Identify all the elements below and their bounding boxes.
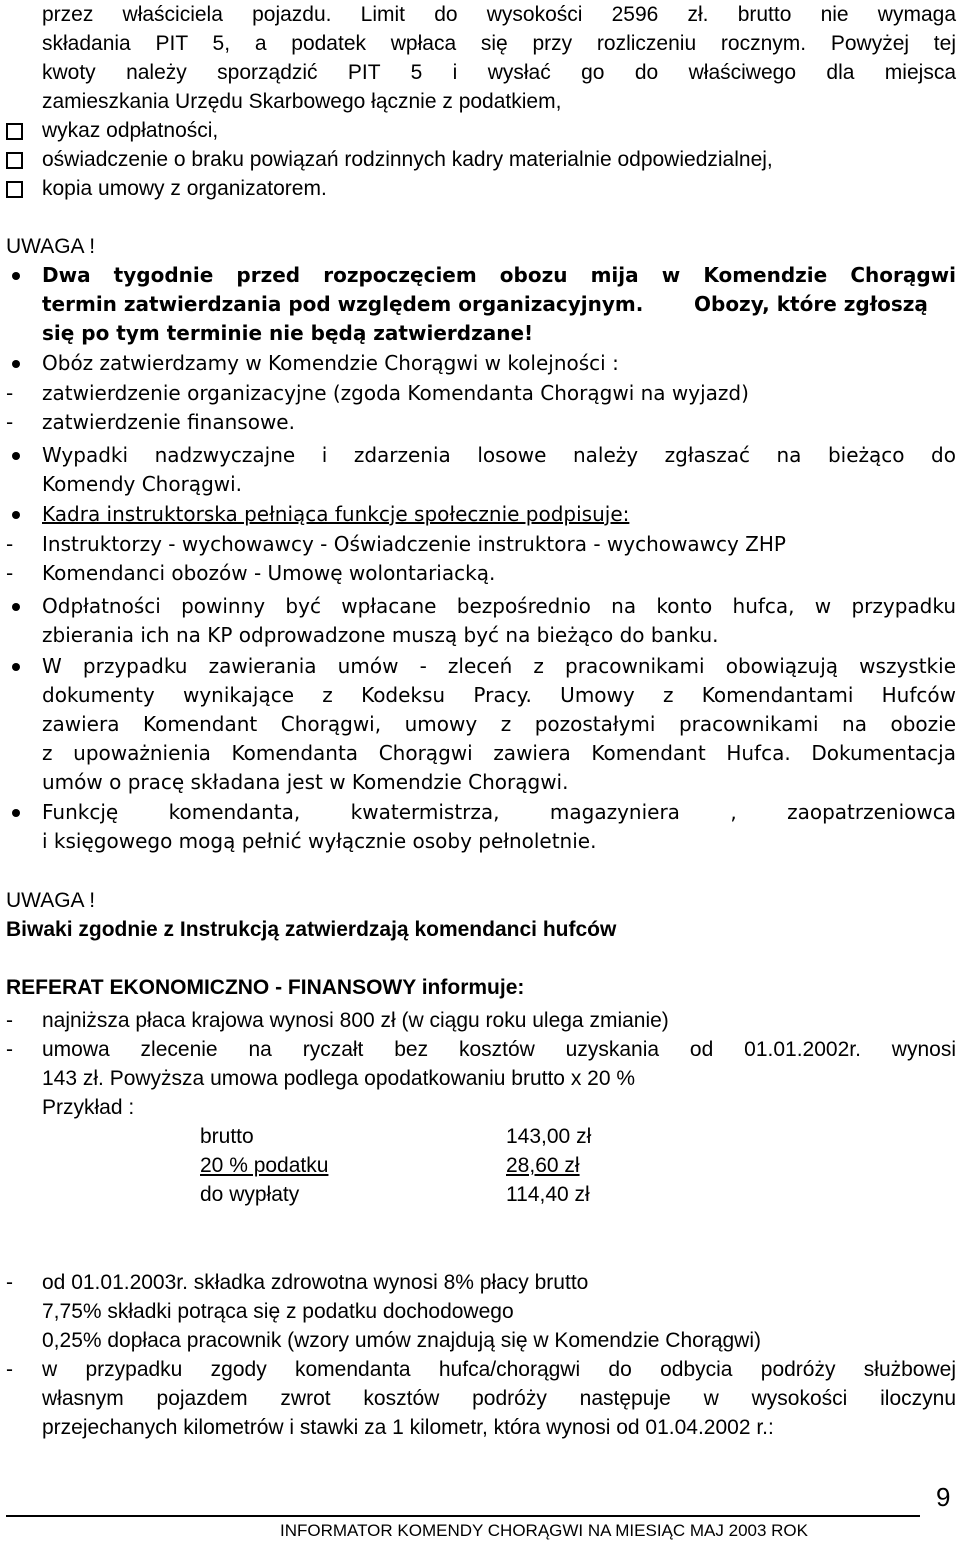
referat-dash-1: najniższa płaca krajowa wynosi 800 zł (w ciągu roku ulega zmianie)	[42, 1009, 669, 1032]
checklist-item: oświadczenie o braku powiązań rodzinnych kadry materialnie odpowiedzialnej,	[42, 148, 773, 171]
bullet-icon	[12, 663, 20, 671]
referat-heading: REFERAT EKONOMICZNO - FINANSOWY informuje:	[6, 976, 525, 999]
bullet-icon	[12, 809, 20, 817]
bullet-4-line-1: Kadra instruktorska pełniąca funkcje społecznie podpisuje:	[42, 502, 630, 526]
bullet-7-line-2: i księgowego mogą pełnić wyłącznie osoby pełnoletnie.	[42, 829, 597, 853]
checklist-item: wykaz odpłatności,	[42, 119, 219, 142]
referat-dash-4a: w przypadku zgody komendanta hufca/chorągwi do odbycia podróży służbowej	[42, 1358, 956, 1381]
dash-marker: -	[6, 1358, 13, 1381]
footer-text: INFORMATOR KOMENDY CHORĄGWI NA MIESIĄC MAJ 2003 ROK	[279, 1521, 808, 1540]
checkbox-icon	[6, 181, 23, 198]
referat-dash-3b: 7,75% składki potrąca się z podatku dochodowego	[42, 1300, 514, 1323]
footer-rule	[6, 1515, 920, 1517]
bullet-icon	[12, 452, 20, 460]
checkbox-icon	[6, 123, 23, 140]
bullet-6-line-3: zawiera Komendant Chorągwi, umowy z pozostałymi pracownikami na obozie	[42, 712, 956, 736]
example-row-value: 143,00 zł	[506, 1125, 592, 1148]
bullet-4-dash-2: Komendanci obozów - Umowę wolontariacką.	[42, 561, 496, 585]
checklist-item: kopia umowy z organizatorem.	[42, 177, 327, 200]
dash-marker: -	[6, 410, 14, 434]
bullet-icon	[12, 511, 20, 519]
bullet-7-line-1: Funkcję komendanta, kwatermistrza, magazyniera , zaopatrzeniowca	[42, 800, 956, 824]
dash-marker: -	[6, 561, 14, 585]
bullet-icon	[12, 360, 20, 368]
referat-dash-2a: umowa zlecenie na ryczałt bez kosztów uzyskania od 01.01.2002r. wynosi	[42, 1038, 956, 1061]
intro-line-1: przez właściciela pojazdu. Limit do wysokości 2596 zł. brutto nie wymaga	[42, 3, 956, 26]
dash-marker: -	[6, 1038, 13, 1061]
uwaga-heading: UWAGA !	[6, 235, 96, 258]
bullet-1-line-1: Dwa tygodnie przed rozpoczęciem obozu mija w Komendzie Chorągwi	[42, 263, 956, 287]
referat-dash-3c: 0,25% dopłaca pracownik (wzory umów znajdują się w Komendzie Chorągwi)	[42, 1329, 762, 1352]
dash-marker: -	[6, 1271, 13, 1294]
dash-marker: -	[6, 381, 14, 405]
bullet-3-line-1: Wypadki nadzwyczajne i zdarzenia losowe należy zgłaszać na bieżąco do	[42, 443, 956, 467]
bullet-6-line-4: z upoważnienia Komendanta Chorągwi zawiera Komendant Hufca. Dokumentacja	[42, 741, 956, 765]
checkbox-icon	[6, 152, 23, 169]
bullet-1-line-3: się po tym terminie nie będą zatwierdzane!	[42, 321, 534, 345]
example-row-value: 28,60 zł	[506, 1154, 580, 1177]
bullet-2-line-1: Obóz zatwierdzamy w Komendzie Chorągwi w kolejności :	[42, 351, 619, 375]
bullet-icon	[12, 603, 20, 611]
example-label: Przykład :	[42, 1096, 135, 1119]
dash-marker: -	[6, 1009, 13, 1032]
bullet-1-line-2b: Obozy, które zgłoszą	[694, 292, 928, 316]
bullet-1-line-2a: termin zatwierdzania pod względem organizacyjnym.	[42, 292, 644, 316]
bullet-6-line-5: umów o pracę składana jest w Komendzie Chorągwi.	[42, 770, 569, 794]
bullet-5-line-1: Odpłatności powinny być wpłacane bezpośrednio na konto hufca, w przypadku	[42, 594, 956, 618]
referat-dash-4c: przejechanych kilometrów i stawki za 1 kilometr, która wynosi od 01.04.2002 r.:	[42, 1416, 774, 1439]
referat-dash-3a: od 01.01.2003r. składka zdrowotna wynosi 8% płacy brutto	[42, 1271, 589, 1294]
referat-dash-4b: własnym pojazdem zwrot kosztów podróży następuje w wysokości iloczynu	[42, 1387, 956, 1410]
example-row-value: 114,40 zł	[506, 1183, 590, 1206]
bullet-6-line-1: W przypadku zawierania umów - zleceń z pracownikami obowiązują wszystkie	[42, 654, 956, 678]
bullet-icon	[12, 272, 20, 280]
page-number: 9	[936, 1482, 951, 1512]
bullet-2-dash-2: zatwierdzenie finansowe.	[42, 410, 295, 434]
example-row-label: brutto	[200, 1125, 254, 1148]
bullet-2-dash-1: zatwierdzenie organizacyjne (zgoda Komendanta Chorągwi na wyjazd)	[42, 381, 749, 405]
intro-line-4: zamieszkania Urzędu Skarbowego łącznie z podatkiem,	[42, 90, 562, 113]
example-row-label: do wypłaty	[200, 1183, 300, 1206]
intro-line-3: kwoty należy sporządzić PIT 5 i wysłać go do właściwego dla miejsca	[42, 61, 956, 84]
bullet-3-line-2: Komendy Chorągwi.	[42, 472, 243, 496]
example-row-label: 20 % podatku	[200, 1154, 329, 1177]
intro-line-2: składania PIT 5, a podatek wpłaca się przy rozliczeniu rocznym. Powyżej tej	[42, 32, 956, 55]
biwaki-note: Biwaki zgodnie z Instrukcją zatwierdzają komendanci hufców	[6, 918, 617, 941]
uwaga-heading: UWAGA !	[6, 889, 96, 912]
dash-marker: -	[6, 532, 14, 556]
bullet-6-line-2: dokumenty wynikające z Kodeksu Pracy. Umowy z Komendantami Hufców	[42, 683, 956, 707]
bullet-5-line-2: zbierania ich na KP odprowadzone muszą być na bieżąco do banku.	[42, 623, 719, 647]
referat-dash-2b: 143 zł. Powyższa umowa podlega opodatkowaniu brutto x 20 %	[42, 1067, 636, 1090]
bullet-4-dash-1: Instruktorzy - wychowawcy - Oświadczenie instruktora - wychowawcy ZHP	[42, 532, 786, 556]
